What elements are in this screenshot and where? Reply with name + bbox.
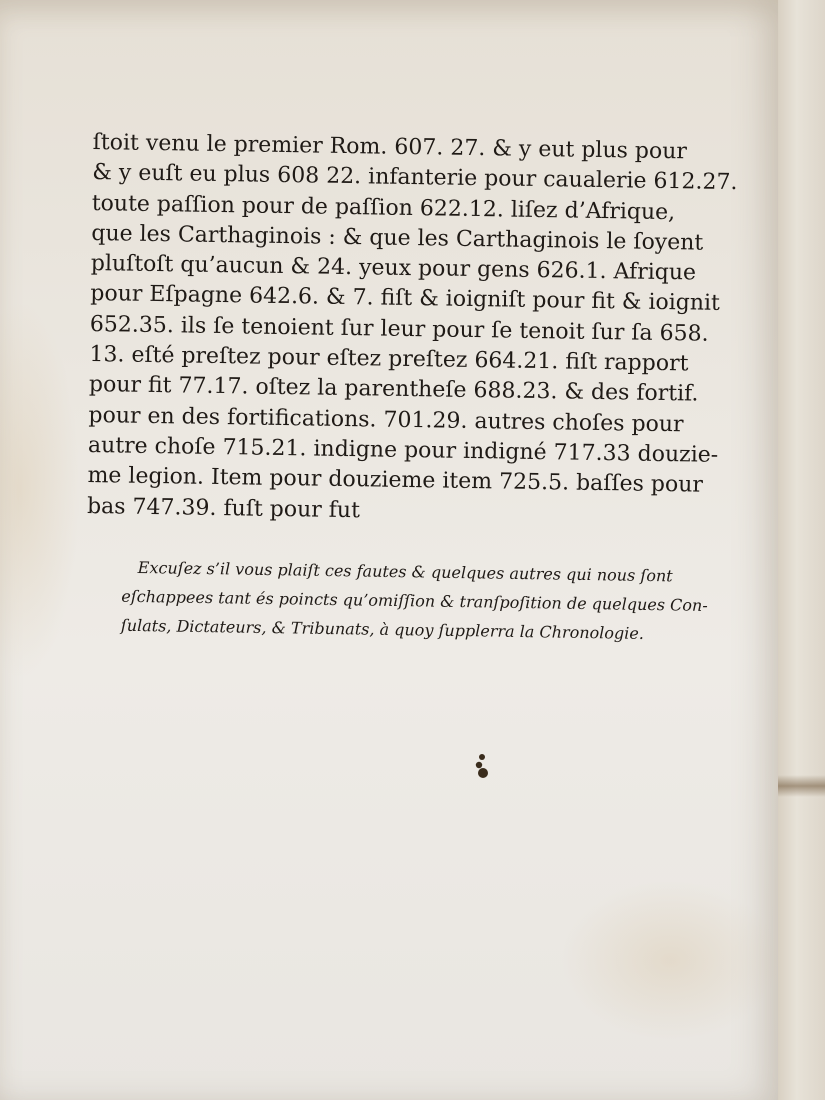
errata-line: pluſtoſt qu’aucun & 24. yeux pour gens 626.1. Afrique	[90, 251, 697, 286]
printer-ornament-icon	[472, 752, 492, 780]
errata-line: pour fit 77.17. oſtez la parentheſe 688.23. & des fortif.	[88, 372, 699, 407]
errata-line: pour en des fortifications. 701.29. autres choſes pour	[88, 402, 684, 437]
errata-line: que les Carthaginois : & que les Carthaginois le ſoyent	[91, 220, 704, 256]
errata-line: me legion. Item pour douzieme item 725.5. baſſes pour	[87, 463, 704, 498]
adjacent-page-edge	[778, 0, 825, 1100]
errata-line: pour Eſpagne 642.6. & 7. fiſt & ioigniſt pour fit & ioignit	[90, 281, 721, 317]
binding-thread	[778, 775, 825, 797]
errata-line: 13. eſté preſtez pour eſtez preſtez 664.21. fiſt rapport	[89, 342, 689, 377]
paper-stain	[560, 880, 780, 1040]
errata-line: 652.35. ils ſe tenoient ſur leur pour ſe tenoit ſur ſa 658.	[89, 311, 709, 347]
note-line: ſulats, Dictateurs, & Tribunats, à quoy ſupplerra la Chronologie.	[120, 615, 645, 643]
errata-line: ſtoit venu le premier Rom. 607. 27. & y eut plus pour	[92, 129, 688, 165]
errata-line: bas 747.39. fuſt pour fut	[86, 493, 361, 523]
note-line: eſchappees tant és poincts qu’omiſſion & tranſpoſition de quelques Con-	[121, 586, 708, 615]
note-line: Excuſez s’il vous plaiſt ces fautes & quelques autres qui nous ſont	[137, 557, 673, 586]
errata-line: autre choſe 715.21. indigne pour indigné 717.33 douzie-	[87, 432, 719, 468]
errata-line: & y euſt eu plus 608 22. infanterie pour caualerie 612.27.	[92, 160, 738, 196]
errata-line: toute paſſion pour de paſſion 622.12. liſez d’Afrique,	[91, 190, 676, 225]
paper-stain	[0, 300, 80, 680]
apology-note	[120, 553, 708, 649]
errata-list	[87, 128, 753, 532]
